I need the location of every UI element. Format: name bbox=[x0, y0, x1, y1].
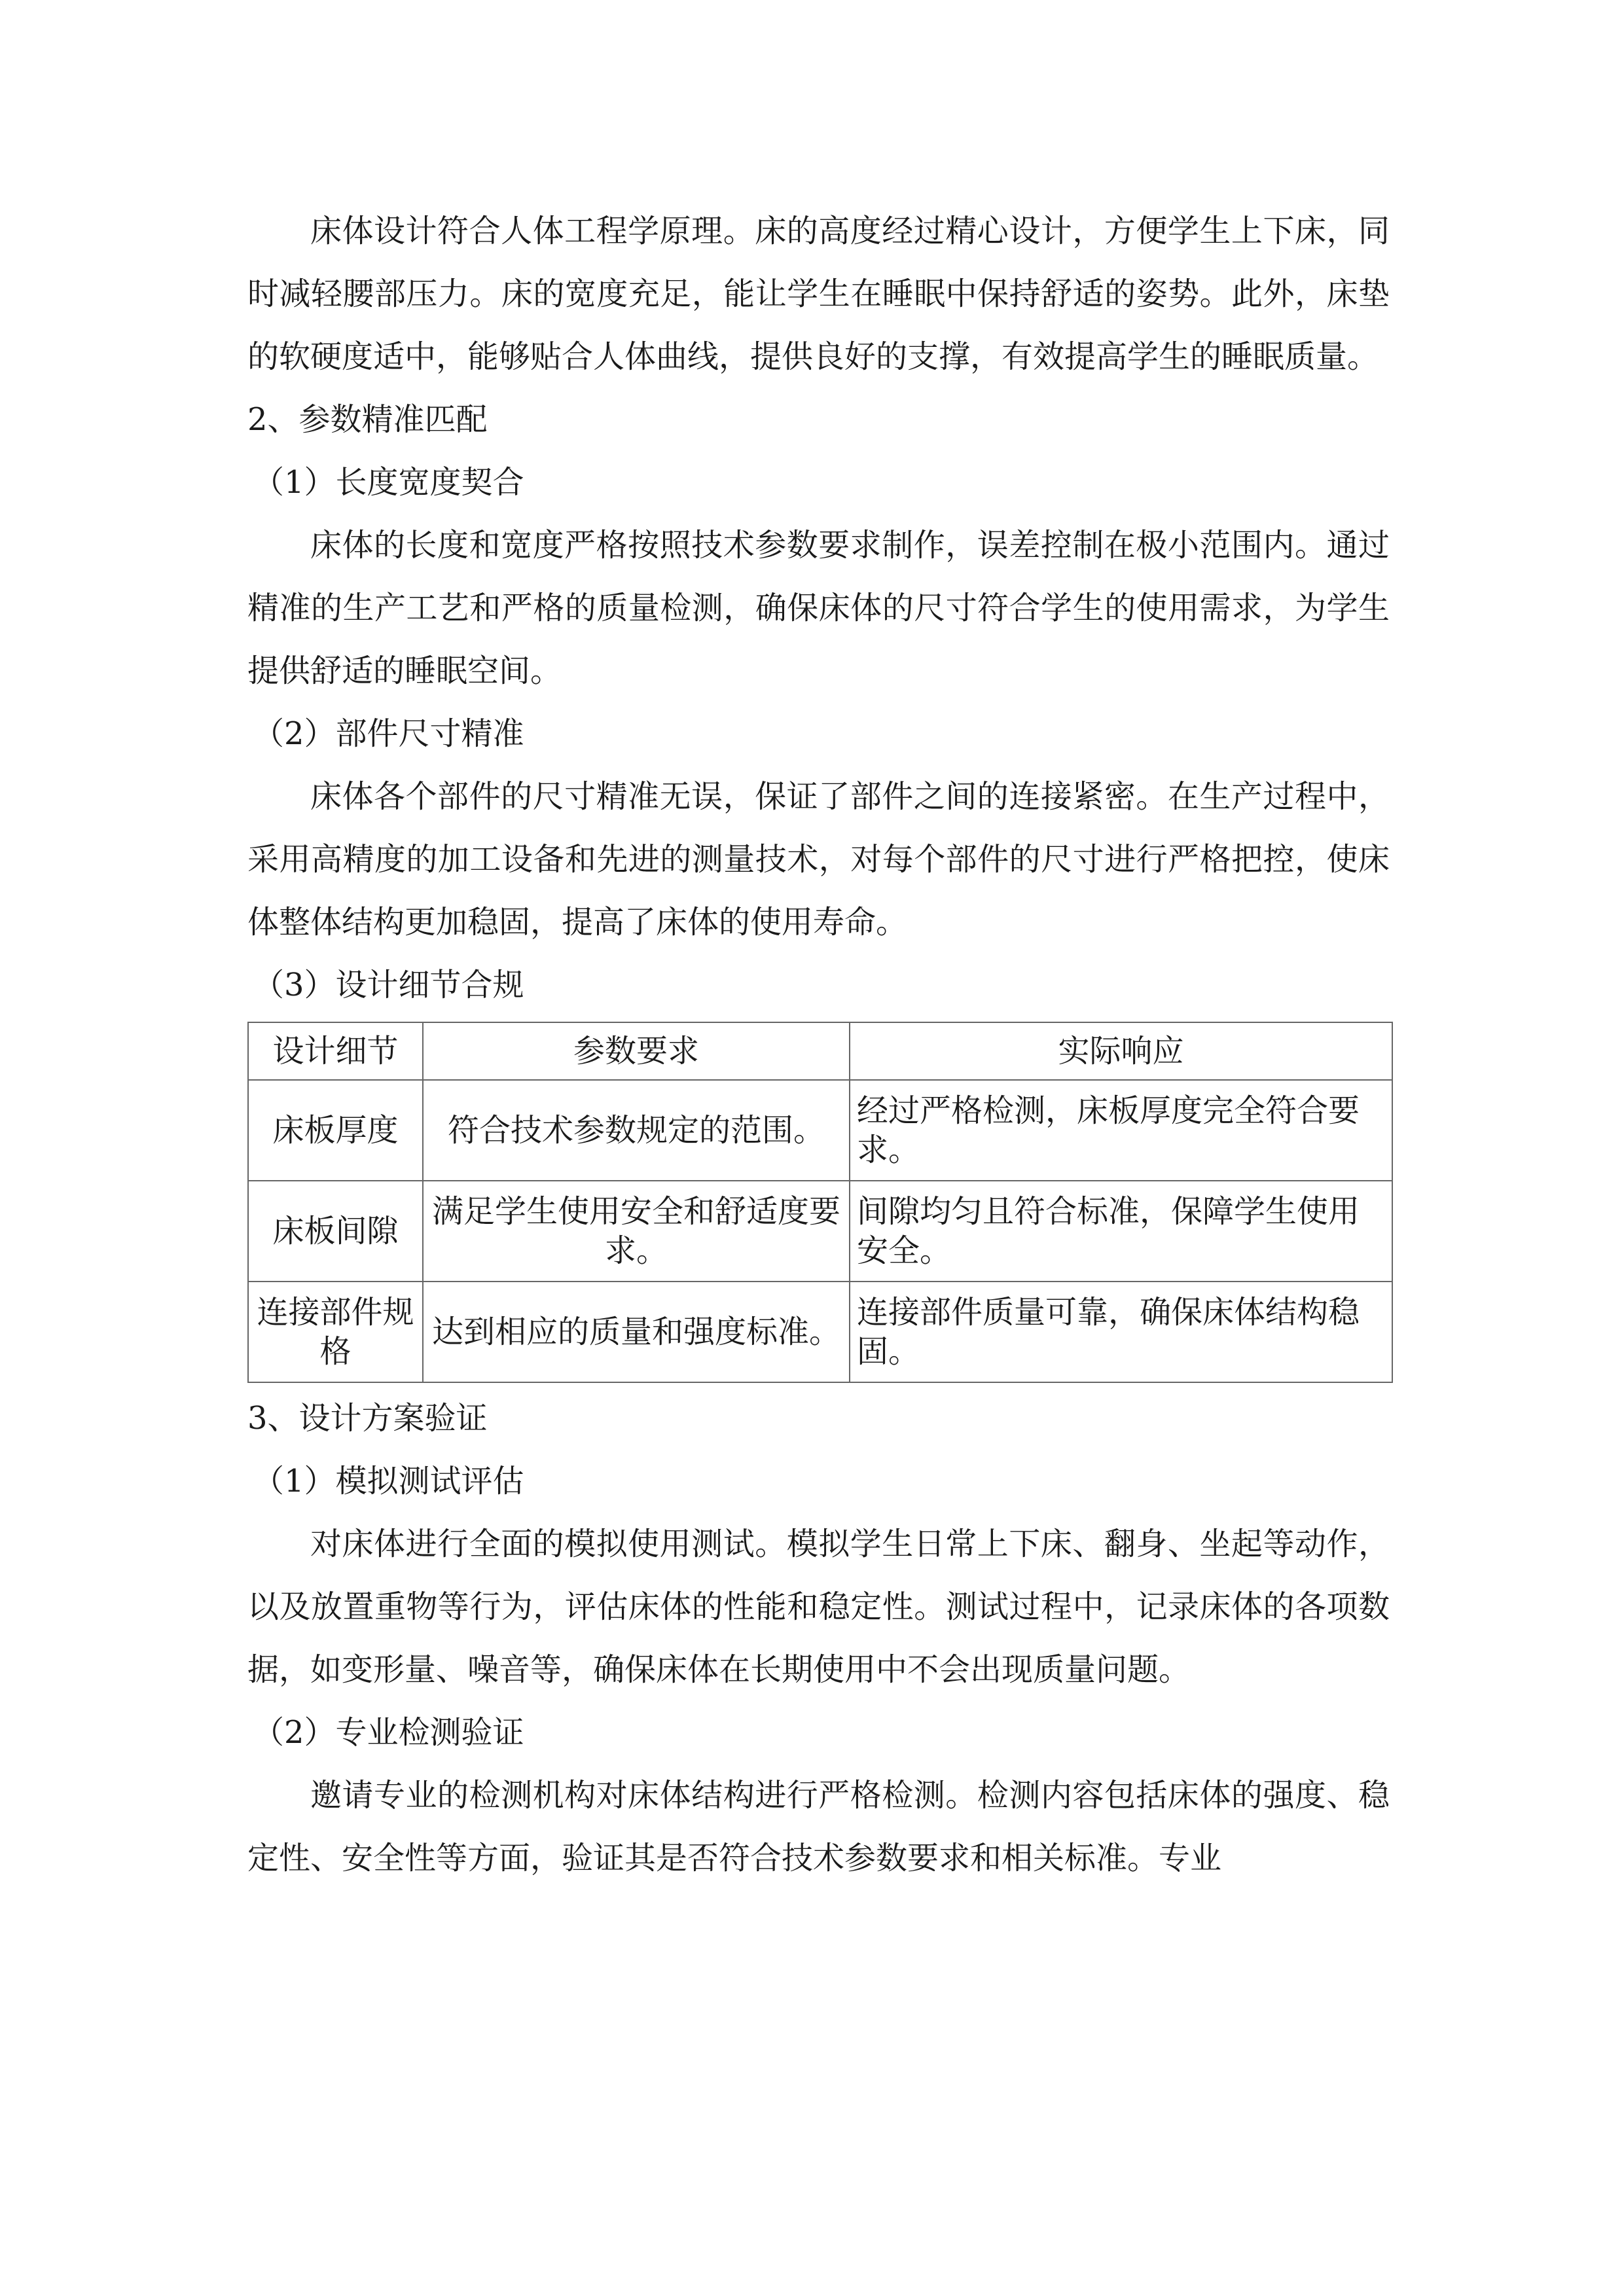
table-cell: 间隙均匀且符合标准，保障学生使用安全。 bbox=[850, 1181, 1392, 1282]
table-cell: 经过严格检测，床板厚度完全符合要求。 bbox=[850, 1080, 1392, 1181]
table-cell: 连接部件规格 bbox=[248, 1282, 423, 1382]
table-cell: 达到相应的质量和强度标准。 bbox=[423, 1282, 850, 1382]
paragraph-simulation-test: 对床体进行全面的模拟使用测试。模拟学生日常上下床、翻身、坐起等动作，以及放置重物等行为，评估床体的性能和稳定性。测试过程中，记录床体的各项数据，如变形量、噪音等，确保床体在长期使用中不会出现质量问题。 bbox=[247, 1526, 1390, 1688]
table-cell: 符合技术参数规定的范围。 bbox=[423, 1080, 850, 1181]
section-heading-verification: 3、设计方案验证 bbox=[247, 1400, 488, 1437]
document-page bbox=[247, 200, 1390, 1890]
table-cell: 满足学生使用安全和舒适度要求。 bbox=[423, 1181, 850, 1282]
column-header: 实际响应 bbox=[850, 1022, 1392, 1080]
subheading-design-details: （3）设计细节合规 bbox=[253, 967, 524, 1003]
subheading-part-dimensions: （2）部件尺寸精准 bbox=[253, 715, 524, 752]
column-header: 设计细节 bbox=[248, 1022, 423, 1080]
table-row bbox=[248, 1080, 1392, 1181]
table-row bbox=[248, 1181, 1392, 1282]
table-cell: 床板厚度 bbox=[248, 1080, 423, 1181]
subheading-simulation-test: （1）模拟测试评估 bbox=[253, 1463, 524, 1499]
table-header-row bbox=[248, 1022, 1392, 1080]
paragraph-part-dimensions: 床体各个部件的尺寸精准无误，保证了部件之间的连接紧密。在生产过程中，采用高精度的加工设备和先进的测量技术，对每个部件的尺寸进行严格把控，使床体整体结构更加稳固，提高了床体的使用寿命。 bbox=[247, 778, 1390, 941]
paragraph-length-width: 床体的长度和宽度严格按照技术参数要求制作，误差控制在极小范围内。通过精准的生产工艺和严格的质量检测，确保床体的尺寸符合学生的使用需求，为学生提供舒适的睡眠空间。 bbox=[247, 527, 1390, 689]
subheading-professional-inspection: （2）专业检测验证 bbox=[253, 1714, 524, 1751]
column-header: 参数要求 bbox=[423, 1022, 850, 1080]
table-cell: 连接部件质量可靠，确保床体结构稳固。 bbox=[850, 1282, 1392, 1382]
design-details-table bbox=[247, 1022, 1393, 1383]
section-heading-parameter-matching: 2、参数精准匹配 bbox=[247, 401, 488, 438]
subheading-length-width: （1）长度宽度契合 bbox=[253, 464, 524, 501]
paragraph-ergonomics: 床体设计符合人体工程学原理。床的高度经过精心设计，方便学生上下床，同时减轻腰部压力。床的宽度充足，能让学生在睡眠中保持舒适的姿势。此外，床垫的软硬度适中，能够贴合人体曲线，提供良好的支撑，有效提高学生的睡眠质量。 bbox=[247, 213, 1390, 375]
table-cell: 床板间隙 bbox=[248, 1181, 423, 1282]
table-row bbox=[248, 1282, 1392, 1382]
paragraph-professional-inspection: 邀请专业的检测机构对床体结构进行严格检测。检测内容包括床体的强度、稳定性、安全性等方面，验证其是否符合技术参数要求和相关标准。专业 bbox=[247, 1777, 1390, 1876]
